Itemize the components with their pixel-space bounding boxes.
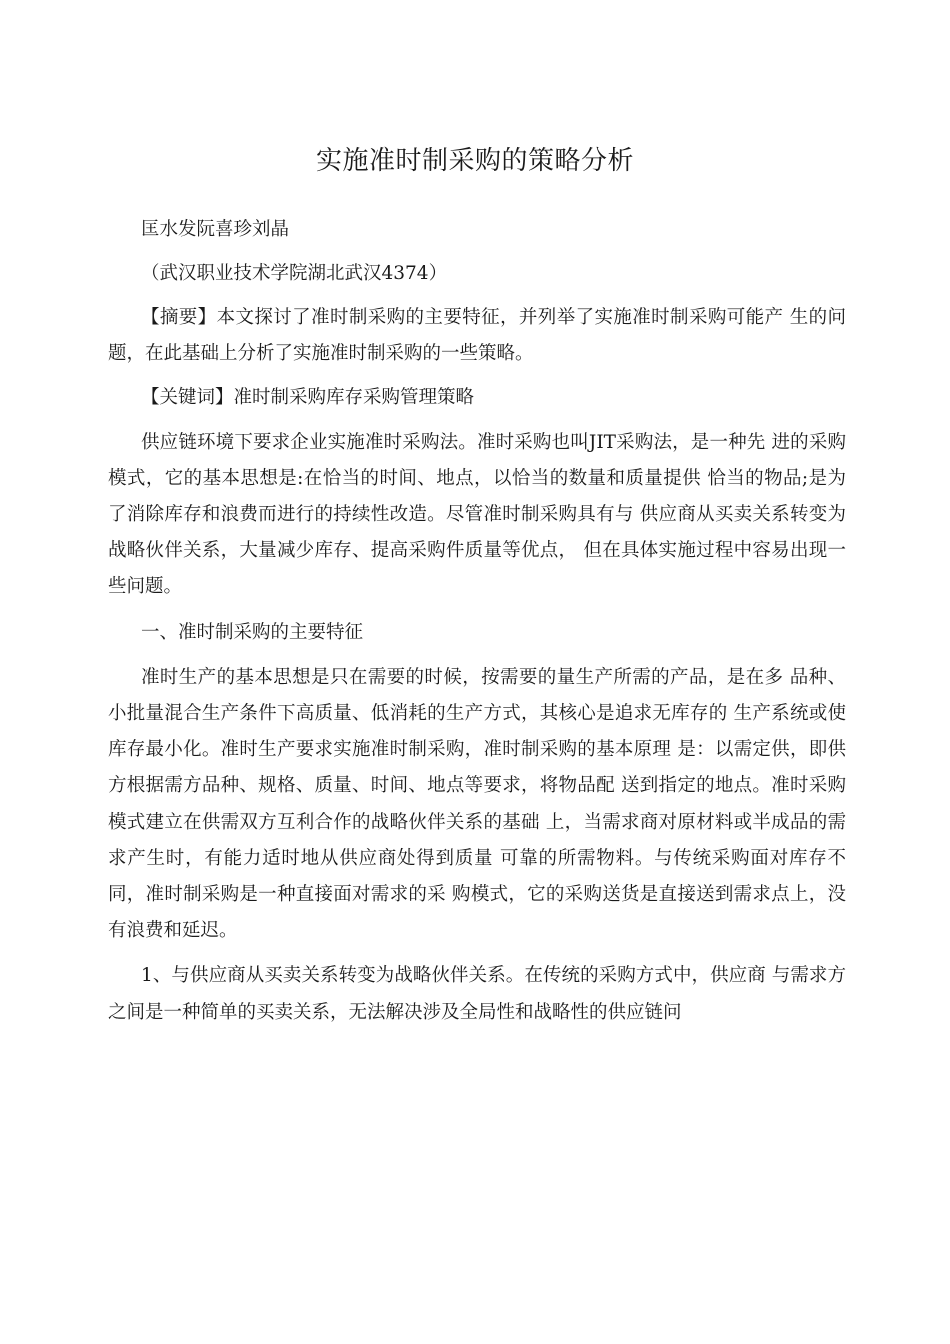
body-paragraph: 供应链环境下要求企业实施准时采购法。准时采购也叫JIT采购法，是一种先 进的采购模式，它的基本思想是:在恰当的时间、地点，以恰当的数量和质量提供 恰当的物品;是为了消除库存和浪费而进行的持续性改造。尽管准时制采购具有与 供应商从买卖关系转变为战略伙伴关系，大量减少库存、提高采购件质量等优点， 但在具体实施过程中容易出现一些问题。 [108,431,846,598]
author-line: 匡水发阮喜珍刘晶 [141,219,290,240]
body-paragraph: 准时生产的基本思想是只在需要的时候，按需要的量生产所需的产品，是在多 品种、小批量混合生产条件下高质量、低消耗的生产方式，其核心是追求无库存的 生产系统或使库存最小化。准时生产要求实施准时制采购，准时制采购的基本原理 是：以需定供，即供方根据需方品种、规格、质量、时间、地点等要求，将物品配 送到指定的地点。准时采购模式建立在供需双方互利合作的战略伙伴关系的基础 上，当需求商对原材料或半成品的需求产生时，有能力适时地从供应商处得到质量 可靠的所需物料。与传统采购面对库存不同，准时制采购是一种直接面对需求的采 购模式，它的采购送货是直接送到需求点上，没有浪费和延迟。 [108,666,846,942]
affiliation-line: （武汉职业技术学院湖北武汉4374） [141,263,448,284]
keywords-line: 【关键词】准时制采购库存采购管理策略 [141,387,475,409]
section-heading: 一、准时制采购的主要特征 [141,621,364,643]
document-title: 实施准时制采购的策略分析 [315,146,634,176]
abstract-paragraph: 【摘要】本文探讨了准时制采购的主要特征，并列举了实施准时制采购可能产 生的问题，在此基础上分析了实施准时制采购的一些策略。 [108,307,846,365]
body-paragraph: 1、与供应商从买卖关系转变为战略伙伴关系。在传统的采购方式中，供应商 与需求方之间是一种简单的买卖关系，无法解决涉及全局性和战略性的供应链问 [108,965,846,1023]
document-body [108,212,846,1031]
